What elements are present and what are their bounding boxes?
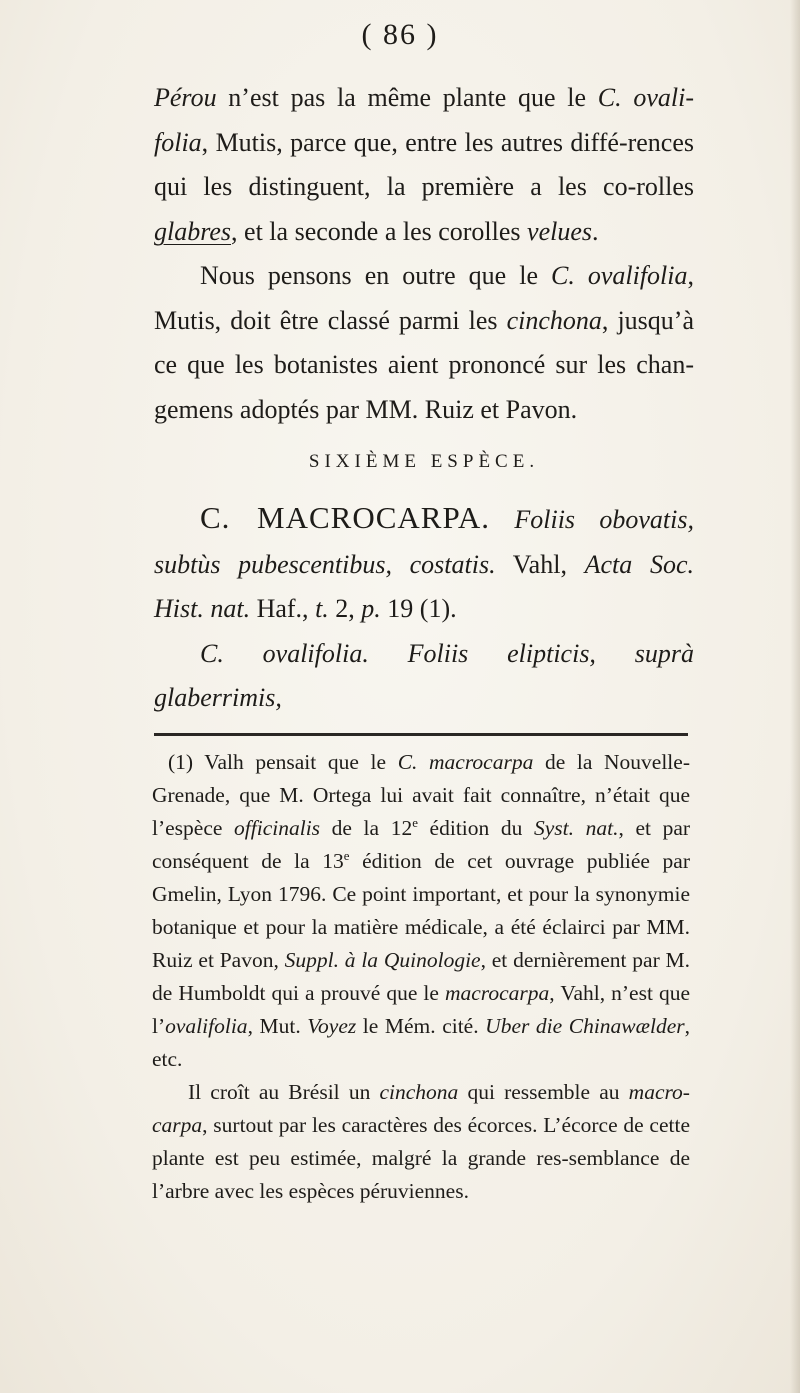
- footnote: [152, 746, 690, 1208]
- footnote-paragraph-1: (1) Valh pensait que le C. macrocarpa de la Nouvelle-Grenade, que M. Ortega lui avait fait connaître, n’était que l’espèce officinalis de la 12e édition du Syst. nat., et par conséquent de la 13e édition de cet ouvrage publiée par Gmelin, Lyon 1796. Ce point important, et pour la synonymie botanique et pour la matière médicale, a été éclairci par MM. Ruiz et Pavon, Suppl. à la Quinologie, et dernièrement par M. de Humboldt qui a prouvé que le macrocarpa, Vahl, n’est que l’ovalifolia, Mut. Voyez le Mém. cité. Uber die Chinawælder, etc.: [152, 750, 691, 1071]
- species-entry: C. MACROCARPA. Foliis obovatis, subtùs pubescentibus, costatis. Vahl, Acta Soc. Hist. nat. Haf., t. 2, p. 19 (1).: [154, 500, 694, 623]
- paragraph-opinion: Nous pensons en outre que le C. ovalifolia, Mutis, doit être classé parmi les cinchona, jusqu’à ce que les botanistes aient prononcé sur les chan-gemens adoptés par MM. Ruiz et Pavon.: [154, 261, 695, 424]
- footnote-divider: [154, 733, 688, 736]
- section-heading: SIXIÈME ESPÈCE.: [308, 451, 540, 472]
- page-number: ( 86 ): [361, 18, 439, 51]
- page-edge-shadow: [790, 0, 800, 1393]
- paragraph-continuation: Pérou n’est pas la même plante que le C. ovali-folia, Mutis, parce que, entre les autres diffé-rences qui les distinguent, la première a les co-rolles glabres, et la seconde a les corolles velues.: [154, 83, 694, 246]
- species-name: C. MACROCARPA.: [200, 500, 490, 535]
- footnote-paragraph-2: Il croît au Brésil un cinchona qui ressemble au macro-carpa, surtout par les caractères des écorces. L’écorce de cette plante est peu estimée, malgré la grande res-semblance de l’arbre avec les espèces péruviennes.: [152, 1080, 690, 1203]
- main-text: [154, 76, 694, 721]
- species-synonym: C. ovalifolia. Foliis elipticis, suprà glaberrimis,: [154, 638, 694, 712]
